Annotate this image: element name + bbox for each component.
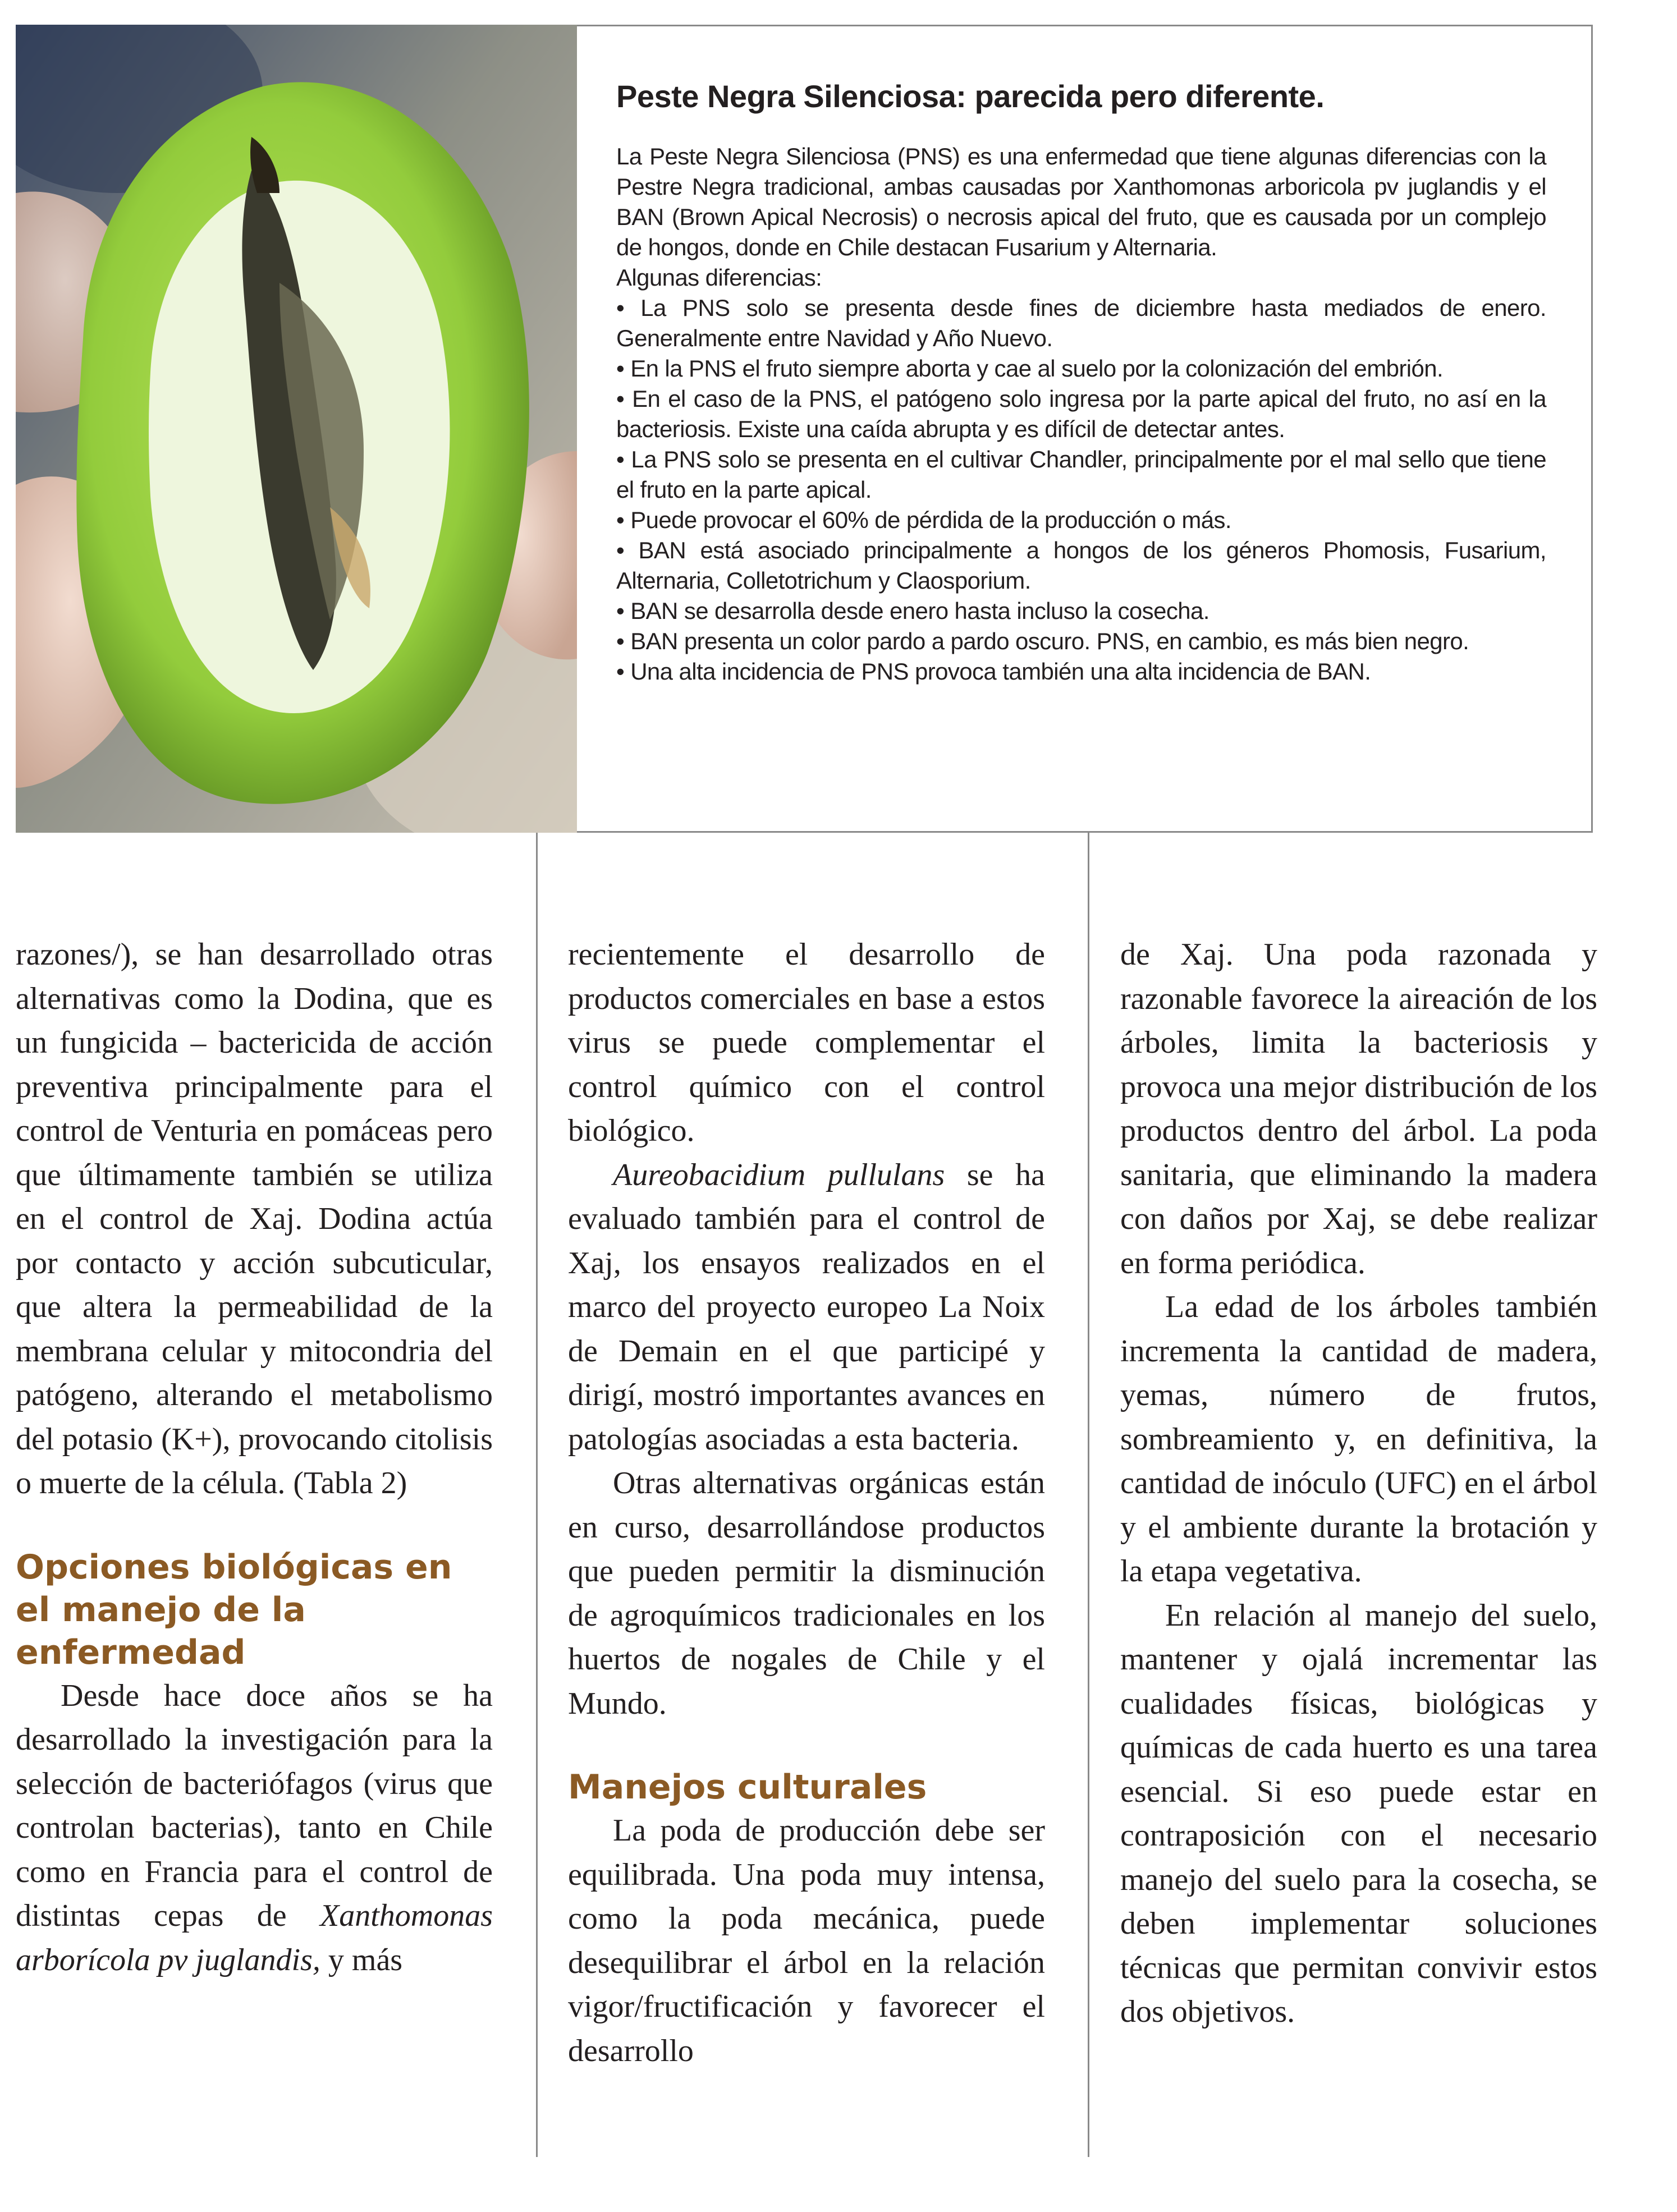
- text-column-2: [568, 933, 1045, 2073]
- info-sidebar-box: [577, 25, 1593, 833]
- list-item: • BAN presenta un color pardo a pardo oscuro. PNS, en cambio, es más bien negro.: [616, 626, 1546, 657]
- body-paragraph: recientemente el desarrollo de productos comerciales en base a estos virus se puede complementar el control químico con el control biológico.: [568, 937, 1045, 1148]
- walnut-photo: [16, 25, 577, 833]
- section-heading-cultural-management: Manejos culturales: [568, 1768, 927, 1807]
- list-item: • Una alta incidencia de PNS provoca también una alta incidencia de BAN.: [616, 657, 1546, 687]
- list-item: • La PNS solo se presenta desde fines de diciembre hasta mediados de enero. Generalmente entre Navidad y Año Nuevo.: [616, 293, 1546, 354]
- column-divider: [1088, 833, 1089, 2157]
- sidebar-differences-label: Algunas diferencias:: [616, 264, 822, 291]
- list-item: • En la PNS el fruto siempre aborta y cae al suelo por la colonización del embrión.: [616, 354, 1546, 384]
- sidebar-intro: La Peste Negra Silenciosa (PNS) es una enfermedad que tiene algunas diferencias con la Pestre Negra tradicional, ambas causadas por Xanthomonas arboricola pv juglandis y el BAN (Brown Apical Necrosis) o necrosis apical del fruto, que es causada por un complejo de hongos, donde en Chile destacan Fusarium y Alternaria.: [616, 143, 1546, 260]
- section-heading-biological-options: Opciones biológicas en el manejo de la enfermedad: [16, 1547, 452, 1672]
- body-paragraph: La edad de los árboles también incrementa la cantidad de madera, yemas, número de frutos, sombreamiento y, en definitiva, la cantidad de inóculo (UFC) en el árbol y el ambiente durante la brotación y la etapa vegetativa.: [1120, 1289, 1597, 1589]
- list-item: • En el caso de la PNS, el patógeno solo ingresa por la parte apical del fruto, no así en la bacteriosis. Existe una caída abrupta y es difícil de detectar antes.: [616, 384, 1546, 444]
- text-column-1: [16, 933, 493, 1982]
- body-paragraph: razones/), se han desarrollado otras alternativas como la Dodina, que es un fungicida – bactericida de acción preventiva principalmente para el control de Venturia en pomáceas pero que últimamente también se utiliza en el control de Xaj. Dodina actúa por contacto y acción subcuticular, que altera la permeabilidad de la membrana celular y mitocondria del patógeno, alterando el metabolismo del potasio (K+), provocando citolisis o muerte de la célula. (Tabla 2): [16, 937, 493, 1500]
- body-text: se ha evaluado también para el control de Xaj, los ensayos realizados en el marco del proyecto europeo La Noix de Demain en el que participé y dirigí, mostró importantes avances en patologías asociadas a esta bacteria.: [568, 1157, 1045, 1457]
- sidebar-title: Peste Negra Silenciosa: parecida pero diferente.: [616, 79, 1325, 114]
- scientific-name: Xanthomonas arborícola pv juglandis,: [16, 1898, 493, 1977]
- text-column-3: [1120, 933, 1597, 2034]
- body-paragraph: La poda de producción debe ser equilibrada. Una poda muy intensa, como la poda mecánica, puede desequilibrar el árbol en la relación vigor/fructificación y favorecer el desarrollo: [568, 1813, 1045, 2068]
- body-text: Desde hace doce años se ha desarrollado la investigación para la selección de bacteriófagos (virus que controlan bacterias), tanto en Chile como en Francia para el control de distintas cepas de: [16, 1678, 493, 1933]
- scientific-name: Aureobacidium pullulans: [613, 1157, 945, 1192]
- body-paragraph: de Xaj. Una poda razonada y razonable favorece la aireación de los árboles, limita la bacteriosis y provoca una mejor distribución de los productos dentro del árbol. La poda sanitaria, que eliminando la madera con daños por Xaj, se debe realizar en forma periódica.: [1120, 937, 1597, 1281]
- body-paragraph: En relación al manejo del suelo, mantener y ojalá incrementar las cualidades físicas, biológicas y químicas de cada huerto es una tarea esencial. Si eso puede estar en contraposición con el necesario manejo del suelo para la cosecha, se deben implementar soluciones técnicas que permitan convivir estos dos objetivos.: [1120, 1598, 1597, 2029]
- walnut-cross-section-illustration: [16, 25, 577, 833]
- list-item: • Puede provocar el 60% de pérdida de la producción o más.: [616, 505, 1546, 535]
- body-paragraph: Otras alternativas orgánicas están en curso, desarrollándose productos que pueden permitir la disminución de agroquímicos tradicionales en los huertos de nogales de Chile y el Mundo.: [568, 1466, 1045, 1721]
- list-item: • BAN está asociado principalmente a hongos de los géneros Phomosis, Fusarium, Alternaria, Colletotrichum y Claosporium.: [616, 535, 1546, 596]
- sidebar-differences-list: [616, 293, 1546, 687]
- body-paragraph: [16, 1674, 493, 1982]
- body-paragraph: [568, 1153, 1045, 1462]
- list-item: • La PNS solo se presenta en el cultivar Chandler, principalmente por el mal sello que tiene el fruto en la parte apical.: [616, 444, 1546, 505]
- body-text: y más: [320, 1942, 403, 1977]
- column-divider: [536, 833, 538, 2157]
- list-item: • BAN se desarrolla desde enero hasta incluso la cosecha.: [616, 596, 1546, 626]
